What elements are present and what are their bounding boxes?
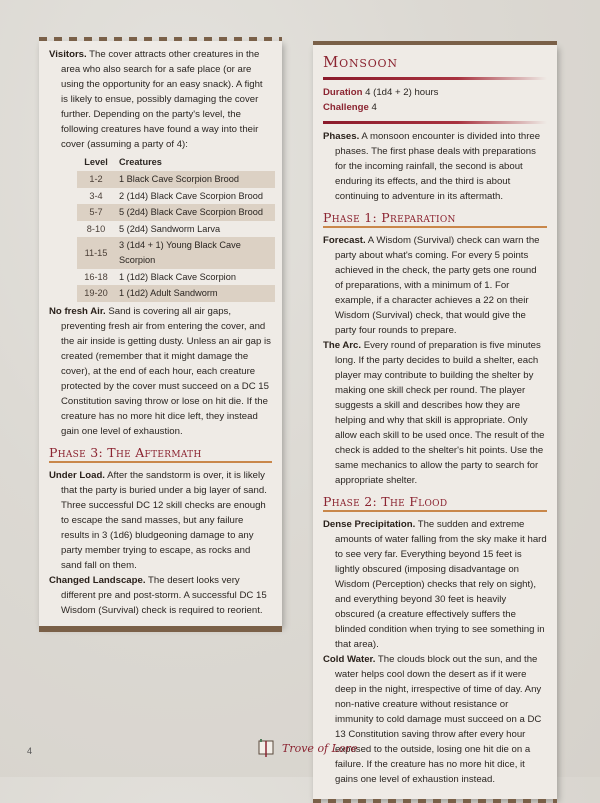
book-icon [256, 738, 276, 758]
level-cell: 16-18 [84, 271, 108, 282]
under-load-entry [49, 468, 272, 573]
challenge-label: Challenge [323, 102, 369, 113]
phase3-heading: Phase 3: The Aftermath [49, 445, 272, 463]
visitors-label: Visitors. [49, 49, 87, 60]
creatures-table [77, 154, 275, 302]
the-arc-entry [323, 338, 547, 488]
cold-water-label: Cold Water. [323, 654, 376, 665]
title-rule [323, 77, 547, 80]
creatures-cell: 1 (1d2) Adult Sandworm [115, 285, 275, 302]
left-sidebar-box [39, 41, 282, 626]
dense-precipitation-text: The sudden and extreme amounts of water falling from the sky make it hard to see very far. Everything beyond 15 feet is lightly obscured (imposing disadvantage on Wisdom (Perception) checks that rely on sight), and everything beyond 30 feet is heavily obscured (a creature effectively suffers the blinded condition when trying to see something in that area). [335, 519, 547, 650]
table-row [77, 269, 275, 286]
forecast-text: A Wisdom (Survival) check can warn the party about what's coming. For every 5 points achieved in the check, the party gets one round of preparations, with a minimum of 1. For example, if a character achieves a 22 on their Wisdom (Survival) check, that would give the party four rounds to prepare. [335, 235, 540, 336]
monsoon-title: Monsoon [323, 53, 398, 71]
dense-precipitation-label: Dense Precipitation. [323, 519, 416, 530]
header-level: Level [84, 157, 108, 167]
creatures-cell: 5 (2d4) Black Cave Scorpion Brood [115, 204, 275, 221]
phases-text: A monsoon encounter is divided into three phases. The first phase deals with preparations for the incoming rainfall, the second is about enduring its effects, and the third is about continuing to adventure in its aftermath. [335, 131, 541, 202]
solid-border-bottom [39, 626, 282, 632]
dense-precipitation-entry [323, 517, 547, 652]
under-load-text: After the sandstorm is over, it is likely that the party is buried under a big layer of sand. Three successful DC 12 skill checks are enough to escape the sand masses, but any failure results in 3 (1d6) bludgeoning damage to any party member trying to escape, as rocks and sand fall on them. [61, 469, 267, 571]
creatures-cell: 5 (2d4) Sandworm Larva [119, 223, 221, 234]
dashed-border-top [39, 37, 282, 41]
level-cell: 11-15 [77, 237, 115, 268]
dashed-border-bottom [313, 799, 557, 803]
changed-landscape-entry [49, 573, 272, 618]
under-load-label: Under Load. [49, 469, 105, 481]
page-number: 4 [27, 746, 33, 756]
meta-rule [323, 121, 547, 124]
table-row [77, 285, 275, 302]
creatures-cell: 3 (1d4 + 1) Young Black Cave Scorpion [115, 237, 275, 268]
table-row [77, 204, 275, 221]
duration-line [323, 85, 547, 100]
level-cell: 5-7 [77, 204, 115, 221]
cold-water-text: The clouds block out the sun, and the water helps cool down the desert as if it were deep in the night, irrespective of time of day. Any non-native creature without resistance or immunity to cold damage must succeed on a DC 13 Constitution saving throw after every hour exposed to the outside, losing one hit die on a failure. If the creature has no more hit dice, it gains one level of exhaustion instead. [335, 654, 542, 785]
level-cell: 3-4 [89, 190, 103, 201]
changed-landscape-label: Changed Landscape. [49, 574, 146, 586]
visitors-text: The cover attracts other creatures in the area who also search for a safe place (or are using the opportunity for an easy snack). A fight is likely to ensue, possibly damaging the cover further. Depending on the party's level, the following creatures have found a way into their cover (assuming a party of 4): [61, 49, 263, 150]
footer-title: Trove of Lore [282, 742, 358, 755]
no-fresh-air-label: No fresh Air. [49, 305, 106, 317]
forecast-entry [323, 233, 547, 338]
table-row [77, 221, 275, 238]
phases-entry [323, 129, 547, 204]
table-row [77, 171, 275, 188]
the-arc-label: The Arc. [323, 340, 362, 351]
table-row [77, 188, 275, 205]
header-creatures: Creatures [119, 157, 162, 167]
forecast-label: Forecast. [323, 235, 366, 246]
no-fresh-air-entry [49, 304, 272, 439]
no-fresh-air-text: Sand is covering all air gaps, preventing fresh air from entering the cover, and the air inside is getting dusty. Unless an air gap is created (remember that it might damage the cover), at the end of each hour, each creature protected by the cover must succeed on a DC 15 Constitution saving throw or lose on hit die. If the creature has no more hit dice left, they instead gain one level of exhaustion. [61, 305, 271, 437]
level-cell: 8-10 [86, 223, 106, 234]
level-cell: 19-20 [77, 285, 115, 302]
challenge-value: 4 [368, 102, 377, 113]
level-cell: 1-2 [77, 171, 115, 188]
table-header-row [77, 154, 275, 171]
solid-border-top [313, 41, 557, 45]
challenge-line [323, 100, 547, 115]
table-row [77, 237, 275, 268]
creatures-cell: 2 (1d4) Black Cave Scorpion Brood [119, 190, 264, 201]
the-arc-text: Every round of preparation is five minutes long. If the party decides to build a shelter, each player may contribute to building the shelter by making one skill check per round. The player suggests a skill and describes how they are helping and why that skill is appropriate. Only allow each skill to be used once. The result of the check is added to the shelter's hit points. Use the same mechanics to allow the party to search for appropriate shelter. [335, 340, 545, 486]
phase1-heading: Phase 1: Preparation [323, 210, 547, 228]
creatures-cell: 1 (1d2) Black Cave Scorpion [119, 271, 236, 282]
duration-value: 4 (1d4 + 2) hours [362, 87, 439, 98]
phases-label: Phases. [323, 131, 360, 142]
duration-label: Duration [323, 87, 363, 98]
cold-water-entry [323, 652, 547, 787]
monsoon-box [313, 45, 557, 799]
phase2-heading: Phase 2: The Flood [323, 494, 547, 512]
changed-landscape-text: The desert looks very different pre and post-storm. A successful DC 15 Wisdom (Survival) check is required to reorient. [61, 574, 267, 616]
creatures-cell: 1 Black Cave Scorpion Brood [115, 171, 275, 188]
visitors-entry [49, 47, 272, 152]
